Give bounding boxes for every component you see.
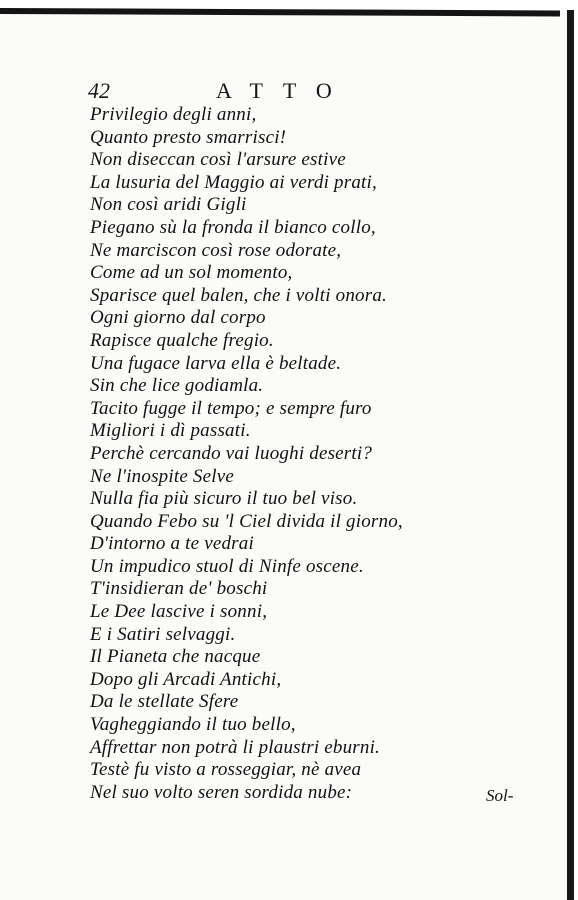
verse-line: Non diseccan così l'arsure estive [90, 149, 346, 171]
verse-line: Tacito fugge il tempo; e sempre furo [90, 397, 372, 419]
verse-line: Nel suo volto seren sordida nube: [90, 781, 353, 803]
verse-line: Ne l'inospite Selve [90, 465, 234, 487]
catchword: Sol- [486, 786, 514, 805]
verse-line: Ne marciscon così rose odorate, [90, 239, 342, 261]
page-right-margin [574, 0, 578, 900]
verse-line: Ogni giorno dal corpo [90, 307, 266, 329]
verse-line: Nulla fia più sicuro il tuo bel viso. [90, 488, 358, 510]
verse-line: Sparisce quel balen, che i volti onora. [90, 284, 387, 306]
verse-line: Da le stellate Sfere [90, 691, 239, 713]
verse-line: Le Dee lascive i sonni, [90, 601, 268, 623]
scan-top-border [0, 8, 560, 16]
verse-line: Dopo gli Arcadi Antichi, [90, 668, 282, 690]
verse-line: Come ad un sol momento, [90, 262, 293, 284]
verse-line: E i Satiri selvaggi. [90, 623, 236, 645]
verse-line: Vagheggiando il tuo bello, [90, 714, 296, 736]
verse-line: D'intorno a te vedrai [90, 533, 254, 555]
verse-line: Quanto presto smarrisci! [90, 126, 287, 148]
verse-line: Piegano sù la fronda il bianco collo, [90, 216, 376, 238]
verse-line: Perchè cercando vai luoghi deserti? [90, 442, 373, 464]
verse-line: Testè fu visto a rosseggiar, nè avea [90, 759, 362, 781]
verse-line: Una fugace larva ella è beltade. [90, 352, 342, 374]
scan-right-border [567, 10, 574, 900]
verse-line: La lusuria del Maggio ai verdi prati, [90, 171, 377, 193]
verse-line: Privilegio degli anni, [90, 104, 257, 125]
verse-line: Non così aridi Gigli [90, 194, 247, 216]
verse-line: Migliori i dì passati. [90, 420, 251, 442]
verse-line: Un impudico stuol di Ninfe oscene. [90, 555, 364, 577]
running-head: ATTO [216, 78, 352, 103]
verse-line: T'insidieran de' boschi [90, 578, 268, 600]
verse-line: Quando Febo su 'l Ciel divida il giorno, [90, 510, 403, 532]
verse-line: Affrettar non potrà li plaustri eburni. [90, 736, 380, 758]
verse-line: Sin che lice godiamla. [90, 375, 264, 397]
verse-line: Rapisce qualche fregio. [90, 329, 274, 351]
verse-block [90, 104, 480, 804]
page-number: 42 [88, 78, 110, 103]
verse-line: Il Pianeta che nacque [90, 646, 261, 668]
